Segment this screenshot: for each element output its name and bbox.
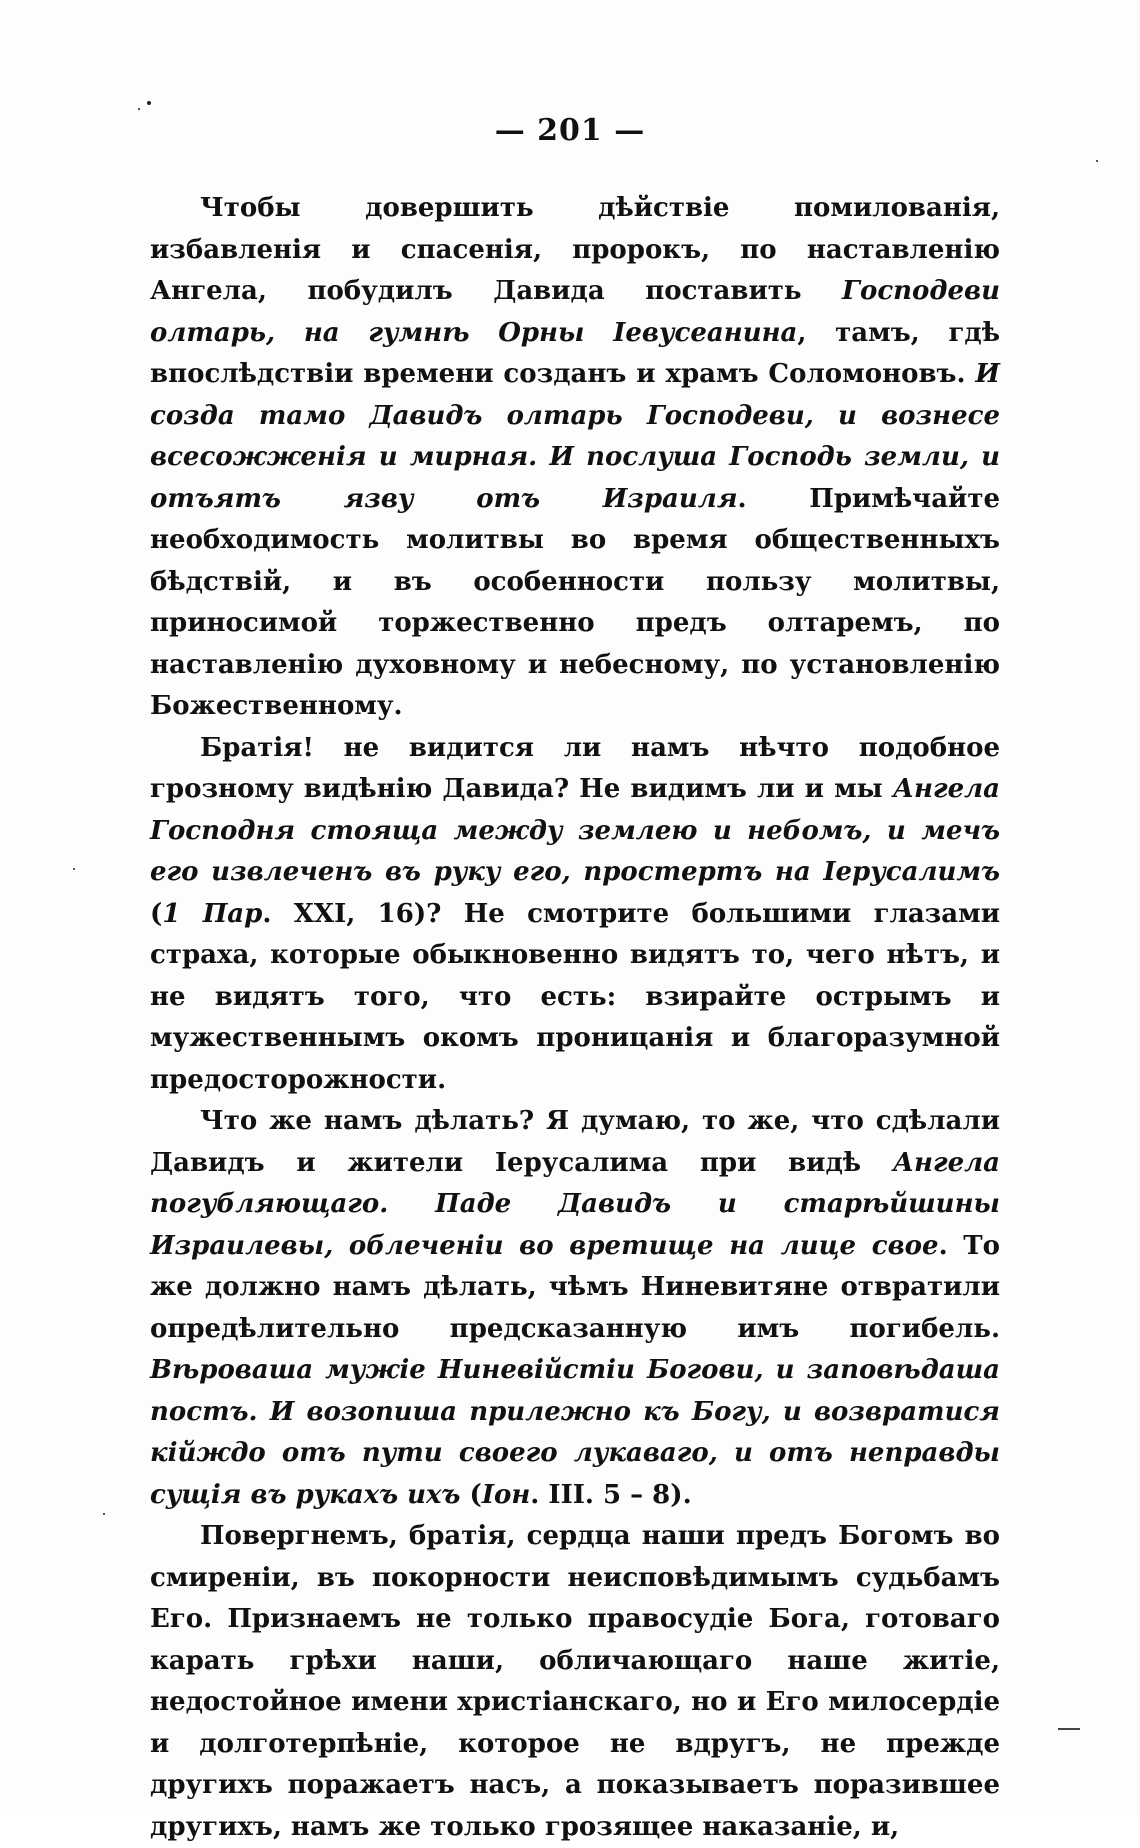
paragraph-4 xyxy=(150,1516,1000,1848)
print-speck xyxy=(138,108,140,110)
italic-quote: Ангела погубляющаго. Паде Давидъ и старѣйшины Израилевы, облеченіи во вретище на лице свое xyxy=(150,1147,1000,1261)
scan-mark xyxy=(1058,1728,1080,1730)
italic-quote: Ангела Господня стояща между землею и небомъ, и мечъ его извлеченъ въ руку его, простертъ на Іерусалимъ xyxy=(150,774,1000,887)
text-run: Чтобы довершить дѣйствіе помилованія, избавленія и спасенія, пророкъ, по наставленію Ангела, побудилъ Давида поставить xyxy=(150,193,1000,306)
italic-quote: 1 Пар xyxy=(162,898,263,929)
text-run: , тамъ, гдѣ впослѣдствіи времени созданъ и храмъ Соломоновъ. xyxy=(150,317,1000,389)
italic-quote: Вѣроваша мужіе Ниневійстіи Богови, и заповѣдаша постъ. И возопиша прилежно къ Богу, и возвратися кійждо отъ пути своего лукаваго, и отъ неправды сущія въ рукахъ ихъ xyxy=(150,1355,1000,1510)
paragraph-2 xyxy=(150,728,1000,1102)
italic-quote: Іон xyxy=(481,1479,531,1510)
text-run: . То же должно намъ дѣлать, чѣмъ Ниневитяне отвратили опредѣлительно предсказанную имъ погибель. xyxy=(150,1230,1000,1344)
text-run: Что же намъ дѣлать? Я думаю, то же, что сдѣлали Давидъ и жители Іерусалима при видѣ xyxy=(150,1106,1000,1178)
text-run: . III. 5 – 8). xyxy=(530,1479,692,1510)
italic-quote: И созда тамо Давидъ олтарь Господеви, и вознесе всесожженія и мирная. И послуша Господь земли, и отъятъ язву отъ Израиля xyxy=(150,359,1000,514)
page-number: — 201 — xyxy=(494,113,646,148)
paragraph-3 xyxy=(150,1101,1000,1516)
print-speck xyxy=(73,868,75,870)
text-run: ( xyxy=(460,1479,482,1510)
print-speck xyxy=(147,101,151,105)
body-text xyxy=(150,188,1000,1848)
text-run: Братія! не видится ли намъ нѣчто подобное грозному видѣнію Давида? Не видимъ ли и мы xyxy=(150,732,1000,804)
paragraph-1 xyxy=(150,188,1000,728)
text-run: ( xyxy=(150,898,163,929)
text-run: . Примѣчайте необходимость молитвы во время общественныхъ бѣдствій, и въ особенности пользу молитвы, приносимой торжественно предъ олтаремъ, по наставленію духовному и небесному, по установленію Божественному. xyxy=(150,483,1000,721)
italic-quote: Господеви олтарь, на гумнѣ Орны Іевусеанина xyxy=(150,276,1000,348)
print-speck xyxy=(1096,160,1098,162)
text-run: . XXI, 16)? Не смотрите большими глазами страха, которые обыкновенно видятъ то, чего нѣтъ, и не видятъ того, что есть: взирайте острымъ и мужественнымъ окомъ проницанія и благоразумной предосторожности. xyxy=(150,898,1000,1095)
text-run: Повергнемъ, братія, сердца наши предъ Богомъ во смиреніи, въ покорности неисповѣдимымъ судьбамъ Его. Признаемъ не только правосудіе Бога, готоваго карать грѣхи наши, обличающаго наше житіе, недостойное имени христіанскаго, но и Его милосердіе и долготерпѣніе, которое не вдругъ, не прежде другихъ поражаетъ насъ, а показываетъ поразившее другихъ, намъ же только грозящее наказаніе, и, xyxy=(150,1521,1000,1842)
print-speck xyxy=(103,1513,105,1515)
